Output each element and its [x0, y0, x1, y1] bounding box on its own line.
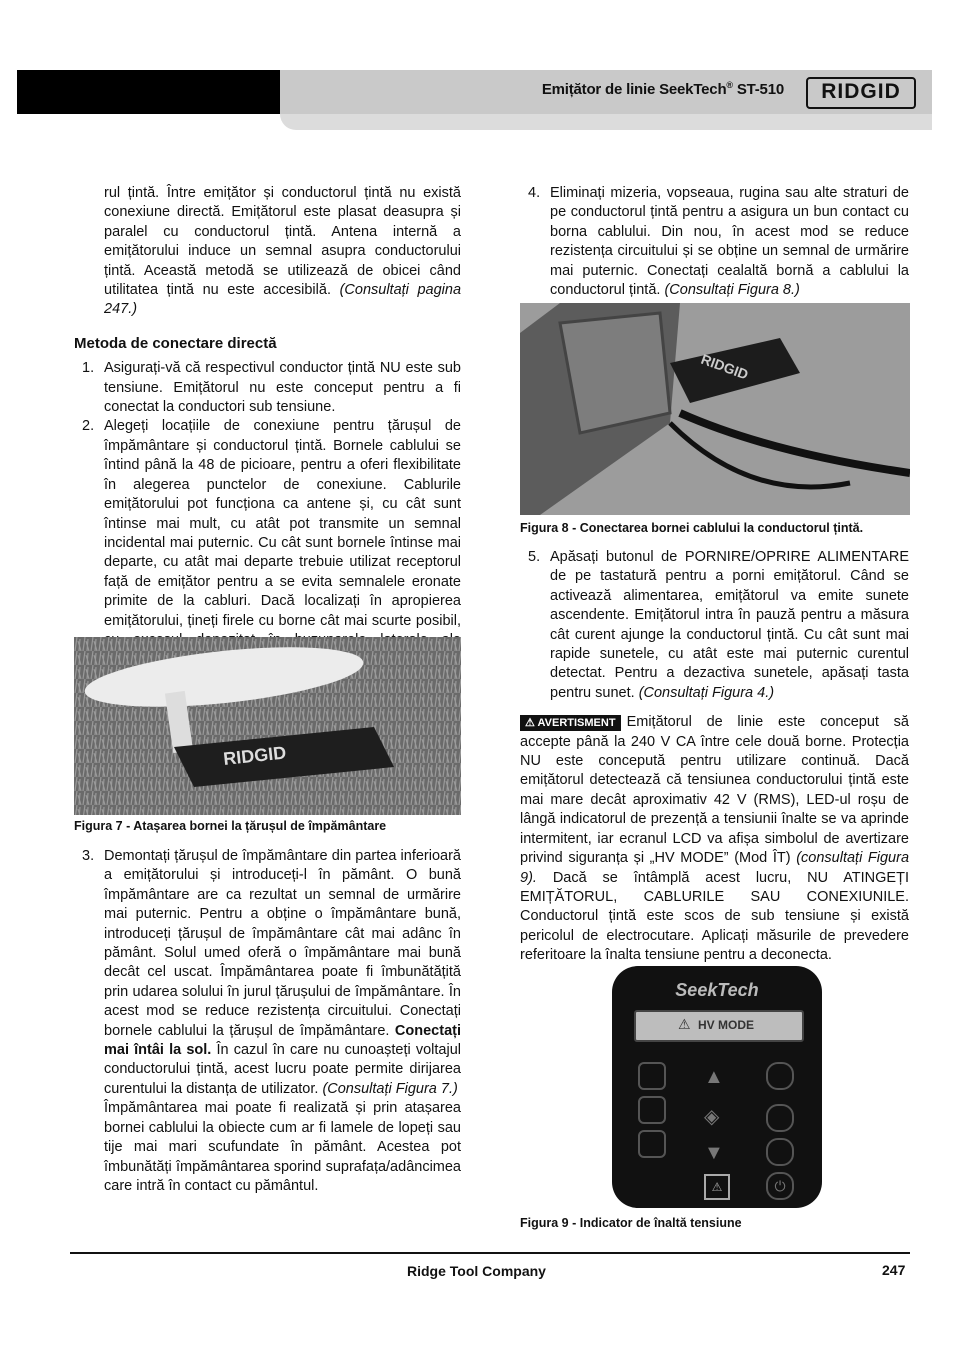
figure-9-device-panel [612, 966, 822, 1208]
figure-8-caption: Figura 8 - Conectarea bornei cablului la conductorul țintă. [520, 521, 864, 535]
section-heading: Metoda de conectare directă [74, 334, 277, 352]
figure-8-photo [520, 303, 910, 515]
down-arrow-icon[interactable]: ▼ [704, 1142, 724, 1164]
svg-text:RIDGID: RIDGID [222, 742, 288, 769]
item-number: 5. [528, 549, 541, 565]
warning-text: Emițătorul de linie este conceput să accepte până la 240 V CA între cele două borne. Protecția NU este concepută pentru utilizare continuă. Dacă emițătorul detectează că tensiunea conductorului țintă este mai mare decât aproximativ 42 V (RMS), LED-ul roșu de lângă indicatorul de prezență a tensiunii înalte se va aprinde intermitent, iar ecranul LCD va afișa simbolul de avertizare privind siguranța și „HV MODE” (Mod ÎT) [520, 714, 909, 867]
item-text: Asigurați-vă că respectivul conductor țintă NU este sub tensiune. Emițătorul nu este conceput pentru a fi conectat la conductori sub tensiune. [104, 360, 461, 416]
lcd-screen [634, 1010, 804, 1042]
item-number: 4. [528, 185, 541, 201]
right-column-top [520, 184, 909, 300]
steps-list-right-2 [520, 548, 909, 703]
item-number: 3. [82, 848, 95, 864]
item-reference: (Consultați Figura 8.) [664, 282, 800, 299]
ridgid-logo: RIDGID [806, 77, 916, 109]
intro-paragraph [74, 184, 461, 320]
conductor-clip-illustration [520, 303, 910, 515]
right-column-middle [520, 548, 909, 966]
item-text: Demontați țărușul de împământare din partea inferioară a emițătorului și introduceți-l în pământ. O bună împământare are ca rezultat un semnal de urmărire mai puternic. Pentru a obține o împământare bună, introduceți țărușul de împământare cât mai adânc în pământ. Solul umed oferă o împământare mai bună decât cel uscat. Împământarea poate fi îmbunătățită prin udarea solului în jurul țărușului de împământare. În acest mod se reduce rezistența circuitului. Conectați bornele cablului la țărușul de împământare. [104, 848, 461, 1039]
header-title [542, 80, 784, 98]
header-shadow-bar [280, 114, 932, 130]
induction-button[interactable] [638, 1130, 666, 1158]
intro-reference: (Consultați pagina 247.) [104, 282, 462, 318]
item-bold-text: Conectați mai întâi la sol. [104, 1022, 461, 1059]
registered-mark: ® [726, 80, 733, 90]
figure-9-caption: Figura 9 - Indicator de înaltă tensiune [520, 1216, 742, 1230]
grounding-paragraph: Împământarea mai poate fi realizată și prin atașarea bornei cablului la obiecte cum ar fi lamele de lopeți sau tije mai mari scufundate în pământ. Acestea pot îmbunătăți împământarea sporind suprafața/adâncimea care intră în contact cu pământul. [104, 1100, 461, 1194]
footer-rule [70, 1252, 910, 1254]
item-reference: (Consultați Figura 4.) [638, 684, 775, 701]
warning-label: AVERTISMENT [537, 717, 616, 730]
steps-list-right [520, 184, 909, 300]
list-item [520, 184, 909, 300]
item-reference: (Consultați Figura 7.) [322, 1080, 458, 1097]
list-item [74, 359, 461, 417]
list-item [74, 417, 461, 669]
left-column-bottom [74, 847, 461, 1196]
high-voltage-indicator-icon: ⚠ [704, 1174, 730, 1200]
item-text: Apăsați butonul de PORNIRE/OPRIRE ALIMENTARE de pe tastatură pentru a porni emițătorul. Când se activează alimentarea, emițătorul va emite sunete ascendente. Emițătorul intra în pauză pentru a măsura cât curent ajunge la conductorul țintă. Cu cât sunt mai rapide sunetele, cu atât este mai puternic curentul detectat. Pentru a dezactiva sunetele, apăsați tasta pentru sunet. [550, 549, 909, 701]
warning-reference: (consultați Figura 9). [520, 850, 910, 886]
lcd-text: HV MODE [698, 1018, 755, 1032]
grass-clip-illustration [74, 637, 461, 815]
item-number: 2. [82, 418, 95, 435]
header-title-text: Emițător de linie SeekTech [541, 81, 727, 98]
sound-button[interactable] [766, 1138, 794, 1166]
power-button-icon[interactable]: ⏻ [766, 1172, 794, 1200]
intro-text: rul țintă. Între emițător și conductorul țintă nu există conexiune directă. Emițătorul este plasat deasupra și paralel cu conductorul țintă. Antena internă a emițătorului induce un semnal asupra conductorului țintă. Această metodă se utilizează de obicei când utilitatea țintă nu este accesibilă. [104, 185, 461, 299]
header-model: ST-510 [732, 81, 784, 98]
warning-paragraph [520, 713, 909, 965]
measure-button[interactable] [766, 1062, 794, 1090]
frequency-button[interactable] [638, 1062, 666, 1090]
list-item [520, 548, 909, 703]
steps-list [74, 359, 461, 670]
list-item [74, 847, 461, 1099]
steps-list-continued [74, 847, 461, 1099]
warning-text-continued: Dacă se întâmplă acest lucru, NU ATINGEȚI EMIȚĂTORUL, CABLURILE SAU CONEXIUNILE. Conductorul țintă este scos de sub tensiune și există pericolul de electrocutare. Aplicați măsurile de prevedere referitoare la înalta tensiune pentru a deconecta. [520, 869, 909, 964]
left-column-top [74, 184, 461, 670]
footer-company: Ridge Tool Company [407, 1263, 546, 1279]
up-arrow-icon[interactable]: ▲ [704, 1066, 724, 1088]
item-text-continued: În cazul în care nu cunoașteți voltajul conductorului țintă, acest lucru poate permite dirijarea curentului la distanța de utilizator. [104, 1042, 461, 1097]
seektech-brand: SeekTech [675, 980, 759, 1000]
svg-text:RIDGID: RIDGID [698, 350, 751, 383]
info-icon[interactable]: ◈ [704, 1106, 720, 1128]
warning-icon: ⚠ [525, 717, 535, 730]
header-black-bar [17, 70, 280, 114]
warning-badge [520, 715, 621, 731]
item-text: Alegeți locațiile de conexiune pentru țărușul de împământare și conductorul țintă. Bornele cablului se întind până la 48 de picioare, pentru a oferi flexibilitate în alegerea punctelor de conexiune. Cablurile emițătorului pot funcționa ca antene și, cu cât sunt întinse mai mult, cu atât pot transmite un semnal incidental mai puternic. Cu cât sunt bornele întinse mai departe, cu atât mai departe trebuie utilizat receptorul față de emițător pentru a se evita semnalele eronate primite de la cabluri. Dacă localizați în apropierea emițătorului, țineți firele cu borne cât mai scurte posibil, [104, 418, 461, 629]
page-number: 247 [882, 1262, 906, 1278]
mode-button[interactable] [638, 1096, 666, 1124]
item-number: 1. [82, 360, 95, 377]
menu-button[interactable] [766, 1104, 794, 1132]
warning-triangle-icon: ⚠ [678, 1016, 691, 1032]
figure-7-caption: Figura 7 - Atașarea bornei la țărușul de împământare [74, 819, 387, 833]
figure-7-photo [74, 637, 461, 815]
item-text: Eliminați mizeria, vopseaua, rugina sau alte straturi de pe conductorul țintă pentru a asigura un bun contact cu borna cablului. Din nou, în acest mod se reduce rezistența circuitului și se obține un semnal de urmărire mai puternic. Conectați cealaltă bornă a cablului la conductorul țintă. [550, 185, 909, 299]
